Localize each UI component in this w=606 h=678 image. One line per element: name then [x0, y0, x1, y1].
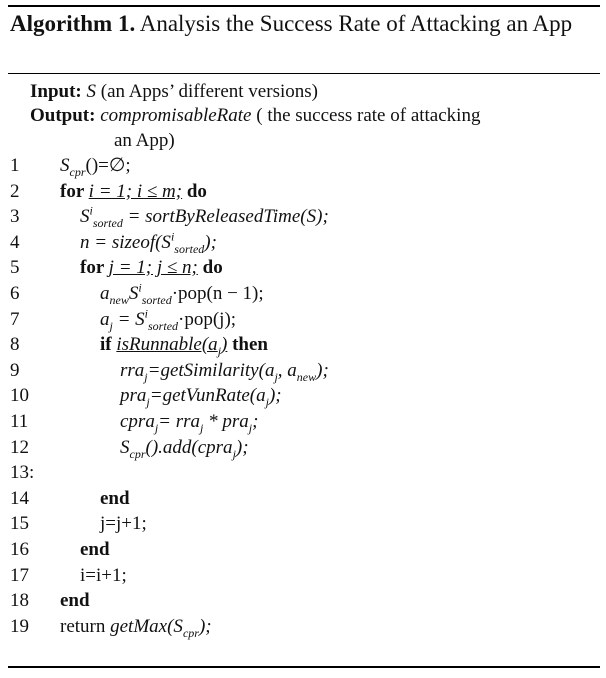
code-token: );: [198, 616, 212, 637]
code-line: [80, 256, 223, 280]
code-line: [120, 410, 258, 434]
output-text-2: an App): [114, 130, 175, 151]
code-token: end: [60, 590, 90, 611]
code-token: * pra: [203, 411, 249, 432]
line-number: 3: [10, 206, 20, 227]
code-token: = S: [112, 309, 145, 330]
code-token: j: [109, 318, 113, 333]
code-token: );: [235, 437, 249, 458]
code-token: new: [296, 369, 317, 384]
output-label: Output:: [30, 105, 96, 126]
code-line: [80, 205, 329, 229]
line-number: 17: [10, 565, 29, 586]
code-token: end: [100, 488, 130, 509]
code-token: ·pop(n − 1);: [171, 283, 264, 304]
input-line: [30, 80, 318, 104]
code-token: j=j+1;: [100, 513, 147, 534]
code-line: [100, 512, 147, 536]
code-token: cpra: [120, 411, 155, 432]
code-token: = sortByReleasedTime(S);: [122, 206, 329, 227]
code-line: [60, 589, 90, 613]
code-token: i: [138, 280, 142, 295]
code-token: sorted: [141, 292, 172, 307]
line-number: 14: [10, 488, 29, 509]
code-token: j: [248, 420, 253, 435]
code-token: getMax(S: [110, 616, 183, 637]
code-token: );: [204, 232, 217, 253]
line-number: 4: [10, 232, 20, 253]
code-line: [100, 308, 236, 332]
code-line: [80, 564, 127, 588]
code-line: [120, 359, 329, 383]
code-token: = rra: [158, 411, 201, 432]
code-token: cpr: [129, 446, 146, 461]
line-number: 11: [10, 411, 29, 432]
code-token: j: [144, 369, 148, 384]
code-token: S: [128, 283, 139, 304]
code-token: j: [154, 420, 159, 435]
code-line: [60, 154, 131, 178]
code-token: rra: [120, 360, 145, 381]
code-token: do: [182, 181, 207, 202]
input-text: (an Apps’ different versions): [100, 81, 318, 102]
code-token: sorted: [92, 215, 123, 230]
code-token: end: [80, 539, 110, 560]
line-number: 12: [10, 437, 29, 458]
line-number: 7: [10, 309, 20, 330]
code-token: , a: [277, 360, 297, 381]
code-token: );: [268, 385, 282, 406]
top-rule: [8, 5, 600, 7]
output-var: compromisableRate: [100, 105, 252, 126]
code-token: ().add(cpra: [145, 437, 233, 458]
code-token: ·pop(j);: [178, 309, 237, 330]
line-number: 18: [10, 590, 29, 611]
code-token: j: [265, 394, 269, 409]
code-token: do: [197, 257, 223, 278]
output-line-2: [114, 129, 175, 153]
code-token: a: [100, 309, 110, 330]
line-number: 5: [10, 257, 20, 278]
code-token: cpr: [182, 625, 199, 640]
code-token: i: [170, 229, 175, 244]
code-line: [80, 231, 217, 255]
line-number: 9: [10, 360, 20, 381]
algorithm-title-text: Analysis the Success Rate of Attacking an App: [139, 11, 573, 36]
code-token: n = sizeof(S: [80, 232, 171, 253]
code-token: i: [89, 203, 93, 218]
code-token: S: [60, 155, 70, 176]
line-number: 1: [10, 155, 20, 176]
input-label: Input:: [30, 81, 82, 102]
code-token: =getVunRate(a: [149, 385, 266, 406]
code-line: [120, 436, 249, 460]
code-token: for: [60, 181, 89, 202]
code-token: j: [217, 343, 222, 358]
code-token: isRunnable(a: [116, 334, 218, 355]
code-token: sorted: [174, 241, 205, 256]
code-token: cpr: [69, 164, 86, 179]
code-token: ;: [252, 411, 259, 432]
title-rule: [8, 73, 600, 74]
code-token: i=i+1;: [80, 565, 127, 586]
code-token: i: [144, 306, 149, 321]
line-number: 2: [10, 181, 20, 202]
code-line: [120, 384, 282, 408]
bottom-rule: [8, 666, 600, 668]
code-token: S: [80, 206, 90, 227]
code-line: [80, 538, 110, 562]
code-line: [100, 282, 264, 306]
algorithm-label: Algorithm 1.: [10, 11, 136, 36]
line-number: 15: [10, 513, 29, 534]
code-token: ): [221, 334, 228, 355]
code-line: [100, 333, 268, 357]
code-line: [60, 180, 207, 204]
code-token: return: [60, 616, 111, 637]
code-token: j: [200, 420, 204, 435]
code-token: S: [120, 437, 130, 458]
algorithm-title: [10, 10, 602, 38]
line-number: 19: [10, 616, 29, 637]
code-token: j: [232, 446, 236, 461]
code-line: [60, 615, 212, 639]
output-line: [30, 104, 480, 128]
code-token: sorted: [148, 318, 179, 333]
line-number: 6: [10, 283, 20, 304]
line-number: 10: [10, 385, 29, 406]
code-token: then: [227, 334, 269, 355]
code-token: j: [274, 369, 278, 384]
code-token: j: [146, 394, 150, 409]
line-number: 13:: [10, 462, 35, 483]
line-number: 16: [10, 539, 29, 560]
code-token: pra: [120, 385, 147, 406]
output-text-1: ( the success rate of attacking: [256, 105, 481, 126]
code-token: ()=∅;: [85, 155, 131, 176]
code-token: a: [100, 283, 110, 304]
code-token: new: [109, 292, 129, 307]
code-token: if: [100, 334, 117, 355]
input-var: S: [86, 81, 96, 102]
line-number: 8: [10, 334, 20, 355]
code-token: );: [316, 360, 329, 381]
code-token: i = 1; i ≤ m;: [88, 181, 183, 202]
code-token: for: [80, 257, 109, 278]
code-token: =getSimilarity(a: [147, 360, 275, 381]
code-line: [100, 487, 130, 511]
code-token: j = 1; j ≤ n;: [108, 257, 198, 278]
